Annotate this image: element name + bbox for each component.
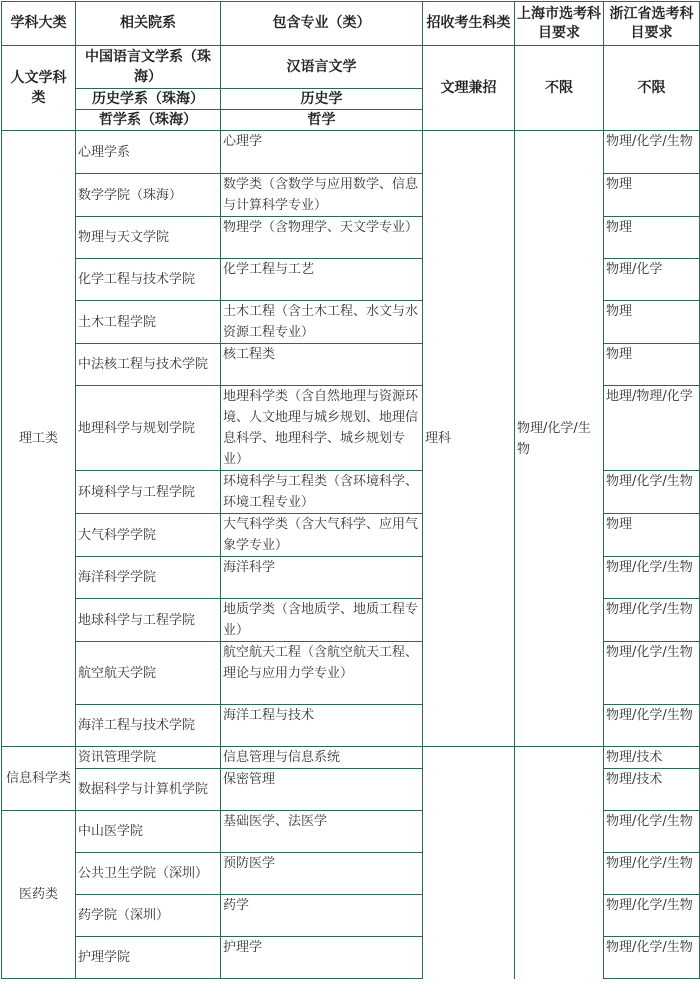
recruit-science: 理科 <box>423 131 515 747</box>
category-info: 信息科学类 <box>2 747 76 811</box>
table-row <box>2 747 700 769</box>
major-cell: 土木工程（含土木工程、水文与水资源工程专业） <box>221 301 423 344</box>
major-cell: 保密管理 <box>221 769 423 811</box>
major-cell: 信息管理与信息系统 <box>221 747 423 769</box>
header-row <box>2 2 700 46</box>
major-cell: 护理学 <box>221 937 423 979</box>
shanghai-science: 物理/化学/生物 <box>515 131 604 747</box>
major-cell: 预防医学 <box>221 853 423 895</box>
major-cell: 海洋科学 <box>221 557 423 599</box>
major-cell: 哲学 <box>221 110 423 131</box>
zhejiang-cell: 物理/化学/生物 <box>604 811 700 853</box>
major-cell: 环境科学与工程类（含环境科学、环境工程专业） <box>221 471 423 514</box>
zhejiang-cell: 物理/化学/生物 <box>604 557 700 599</box>
zhejiang-cell: 物理/化学/生物 <box>604 599 700 642</box>
dept-cell: 资讯管理学院 <box>76 747 221 769</box>
zhejiang-humanities: 不限 <box>604 46 700 131</box>
major-cell: 核工程类 <box>221 344 423 386</box>
header-shanghai: 上海市选考科目要求 <box>515 2 604 46</box>
major-cell: 心理学 <box>221 131 423 174</box>
zhejiang-cell: 物理 <box>604 174 700 217</box>
dept-cell: 心理学系 <box>76 131 221 174</box>
dept-cell: 地球科学与工程学院 <box>76 599 221 642</box>
header-majors: 包含专业（类） <box>221 2 423 46</box>
major-cell: 海洋工程与技术 <box>221 705 423 747</box>
zhejiang-cell: 物理/化学/生物 <box>604 853 700 895</box>
dept-cell: 环境科学与工程学院 <box>76 471 221 514</box>
dept-cell: 海洋工程与技术学院 <box>76 705 221 747</box>
category-science: 理工类 <box>2 131 76 747</box>
table-row <box>2 131 700 174</box>
dept-cell: 大气科学学院 <box>76 514 221 557</box>
dept-cell: 公共卫生学院（深圳） <box>76 853 221 895</box>
dept-cell: 中法核工程与技术学院 <box>76 344 221 386</box>
major-cell: 基础医学、法医学 <box>221 811 423 853</box>
zhejiang-cell: 物理/化学/生物 <box>604 642 700 705</box>
major-cell: 地理科学类（含自然地理与资源环境、人文地理与城乡规划、地理信息科学、地理科学、城乡规划专业） <box>221 386 423 471</box>
dept-cell: 土木工程学院 <box>76 301 221 344</box>
major-cell: 物理学（含物理学、天文学专业） <box>221 217 423 259</box>
table-row <box>2 46 700 89</box>
dept-cell: 数学学院（珠海） <box>76 174 221 217</box>
zhejiang-cell: 物理/技术 <box>604 769 700 811</box>
major-cell: 化学工程与工艺 <box>221 259 423 301</box>
dept-cell: 中国语言文学系（珠海） <box>76 46 221 89</box>
dept-cell: 历史学系（珠海） <box>76 89 221 110</box>
major-cell: 数学类（含数学与应用数学、信息与计算科学专业） <box>221 174 423 217</box>
zhejiang-cell: 物理 <box>604 514 700 557</box>
dept-cell: 地理科学与规划学院 <box>76 386 221 471</box>
zhejiang-cell: 物理 <box>604 217 700 259</box>
dept-cell: 哲学系（珠海） <box>76 110 221 131</box>
zhejiang-cell: 物理/化学/生物 <box>604 705 700 747</box>
major-cell: 大气科学类（含大气科学、应用气象学专业） <box>221 514 423 557</box>
major-cell: 地质学类（含地质学、地质工程专业） <box>221 599 423 642</box>
zhejiang-cell: 物理/化学/生物 <box>604 131 700 174</box>
zhejiang-cell: 物理/化学/生物 <box>604 471 700 514</box>
dept-cell: 中山医学院 <box>76 811 221 853</box>
dept-cell: 药学院（深圳） <box>76 895 221 937</box>
major-cell: 航空航天工程（含航空航天工程、理论与应用力学专业） <box>221 642 423 705</box>
recruit-blank <box>423 747 515 979</box>
zhejiang-cell: 物理/化学 <box>604 259 700 301</box>
zhejiang-cell: 物理/化学/生物 <box>604 895 700 937</box>
shanghai-humanities: 不限 <box>515 46 604 131</box>
zhejiang-cell: 物理 <box>604 344 700 386</box>
dept-cell: 海洋科学学院 <box>76 557 221 599</box>
recruit-humanities: 文理兼招 <box>423 46 515 131</box>
shanghai-blank <box>515 747 604 979</box>
header-recruit: 招收考生科类 <box>423 2 515 46</box>
major-cell: 药学 <box>221 895 423 937</box>
category-humanities: 人文学科类 <box>2 46 76 131</box>
dept-cell: 物理与天文学院 <box>76 217 221 259</box>
dept-cell: 化学工程与技术学院 <box>76 259 221 301</box>
dept-cell: 航空航天学院 <box>76 642 221 705</box>
dept-cell: 护理学院 <box>76 937 221 979</box>
zhejiang-cell: 地理/物理/化学 <box>604 386 700 471</box>
header-zhejiang: 浙江省选考科目要求 <box>604 2 700 46</box>
major-cell: 汉语言文学 <box>221 46 423 89</box>
header-dept: 相关院系 <box>76 2 221 46</box>
zhejiang-cell: 物理 <box>604 301 700 344</box>
admission-table <box>1 1 700 979</box>
category-medical: 医药类 <box>2 811 76 979</box>
dept-cell: 数据科学与计算机学院 <box>76 769 221 811</box>
major-cell: 历史学 <box>221 89 423 110</box>
zhejiang-cell: 物理/技术 <box>604 747 700 769</box>
zhejiang-cell: 物理/化学/生物 <box>604 937 700 979</box>
header-category: 学科大类 <box>2 2 76 46</box>
